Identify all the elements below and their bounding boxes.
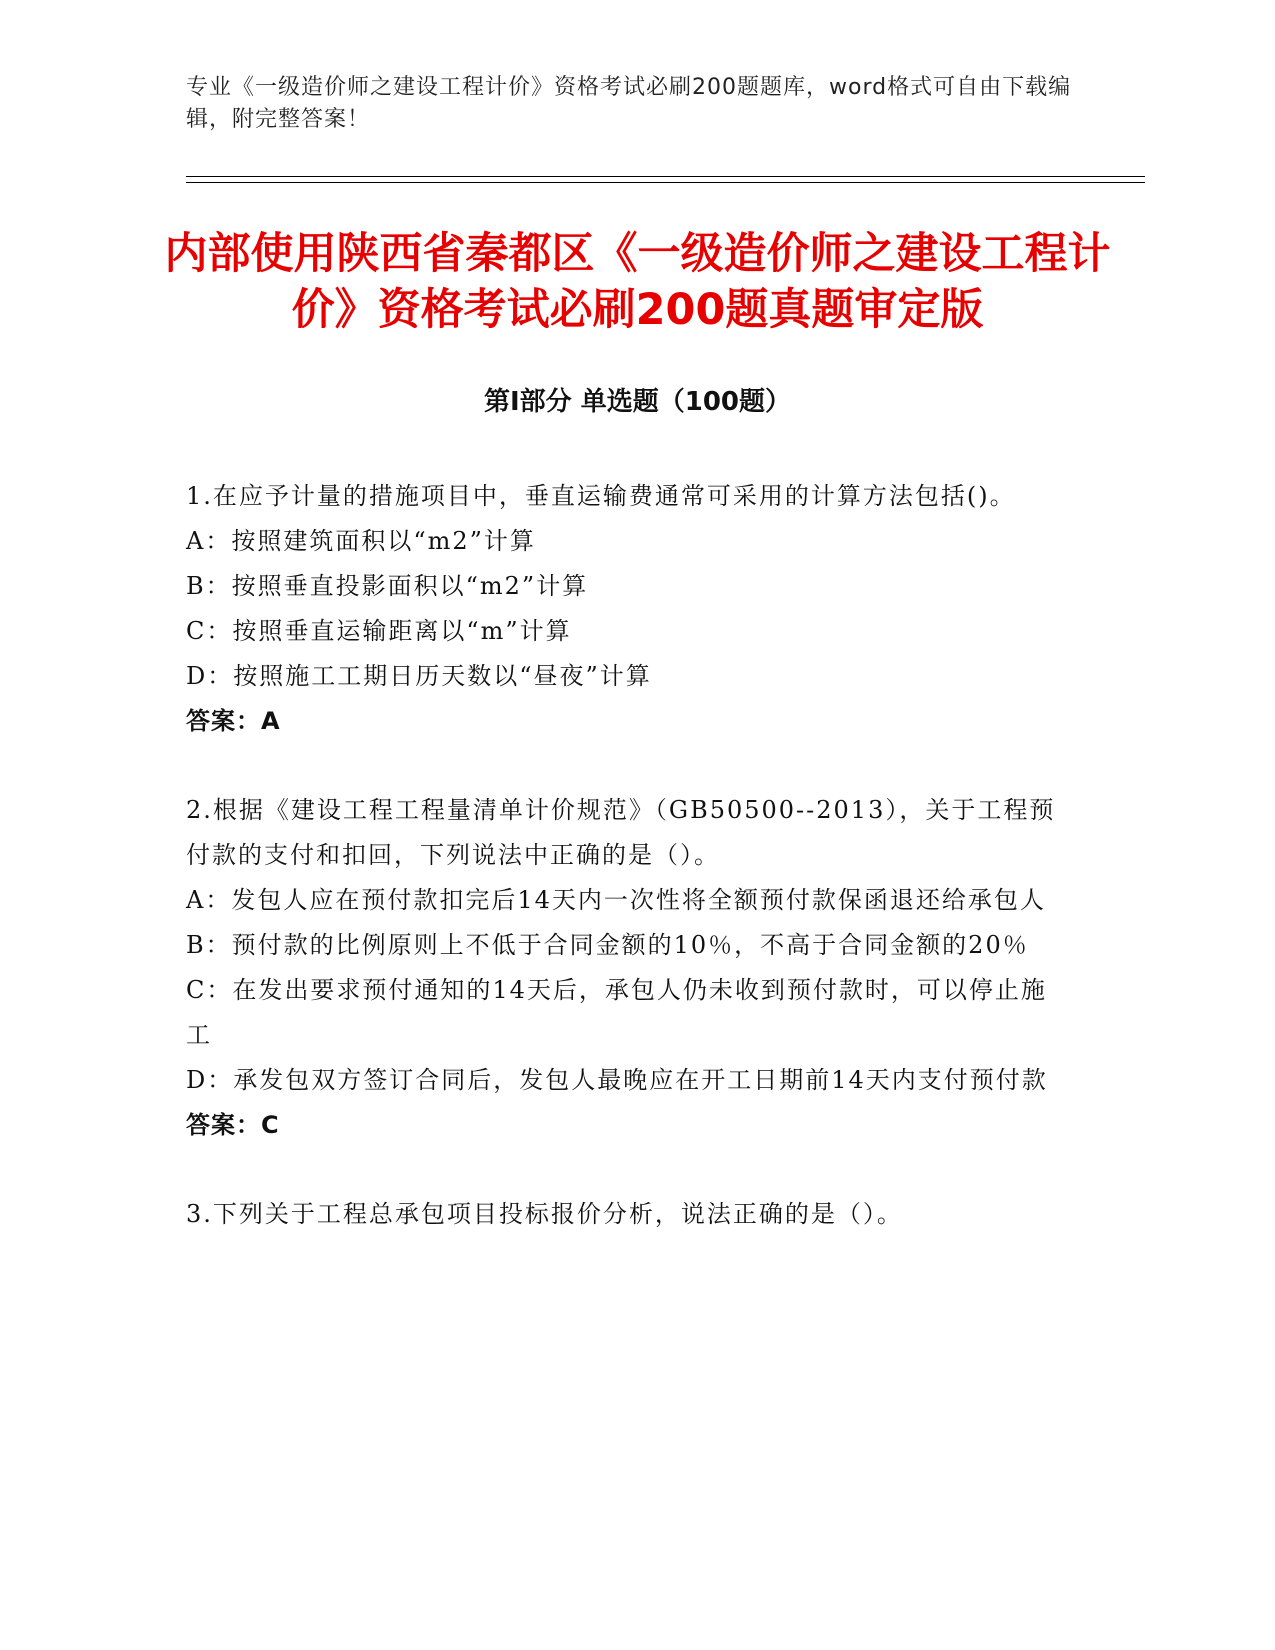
option-a: A：按照建筑面积以“m2”计算 [186, 527, 536, 555]
question-2 [186, 788, 1066, 1148]
option-c: C：按照垂直运输距离以“m”计算 [186, 617, 572, 645]
question-stem: 1.在应予计量的措施项目中，垂直运输费通常可采用的计算方法包括()。 [186, 482, 1016, 510]
header-divider-bottom [186, 182, 1145, 183]
header-note: 专业《一级造价师之建设工程计价》资格考试必刷200题题库，word格式可自由下载编辑，附完整答案！ [186, 75, 1072, 132]
question-stem: 3.下列关于工程总承包项目投标报价分析，说法正确的是（）。 [186, 1200, 903, 1228]
question-stem: 2.根据《建设工程工程量清单计价规范》（GB50500--2013），关于工程预付款的支付和扣回，下列说法中正确的是（）。 [186, 796, 1056, 869]
section-title: 第Ⅰ部分 单选题（100题） [484, 387, 791, 417]
header-divider-top [186, 176, 1145, 177]
option-a: A：发包人应在预付款扣完后14天内一次性将全额预付款保函退还给承包人 [186, 886, 1046, 914]
option-b: B：预付款的比例原则上不低于合同金额的10％，不高于合同金额的20％ [186, 931, 1029, 959]
option-c: C：在发出要求预付通知的14天后，承包人仍未收到预付款时，可以停止施工 [186, 976, 1047, 1049]
question-list [186, 474, 1066, 1281]
question-1 [186, 474, 1066, 744]
option-d: D：承发包双方签订合同后，发包人最晚应在开工日期前14天内支付预付款 [186, 1066, 1048, 1094]
answer: 答案：A [186, 707, 281, 735]
option-d: D：按照施工工期日历天数以“昼夜”计算 [186, 662, 652, 690]
document-title: 内部使用陕西省秦都区《一级造价师之建设工程计价》资格考试必刷200题真题审定版 [164, 229, 1111, 335]
option-b: B：按照垂直投影面积以“m2”计算 [186, 572, 589, 600]
question-3 [186, 1192, 1066, 1237]
answer: 答案：C [186, 1111, 280, 1139]
